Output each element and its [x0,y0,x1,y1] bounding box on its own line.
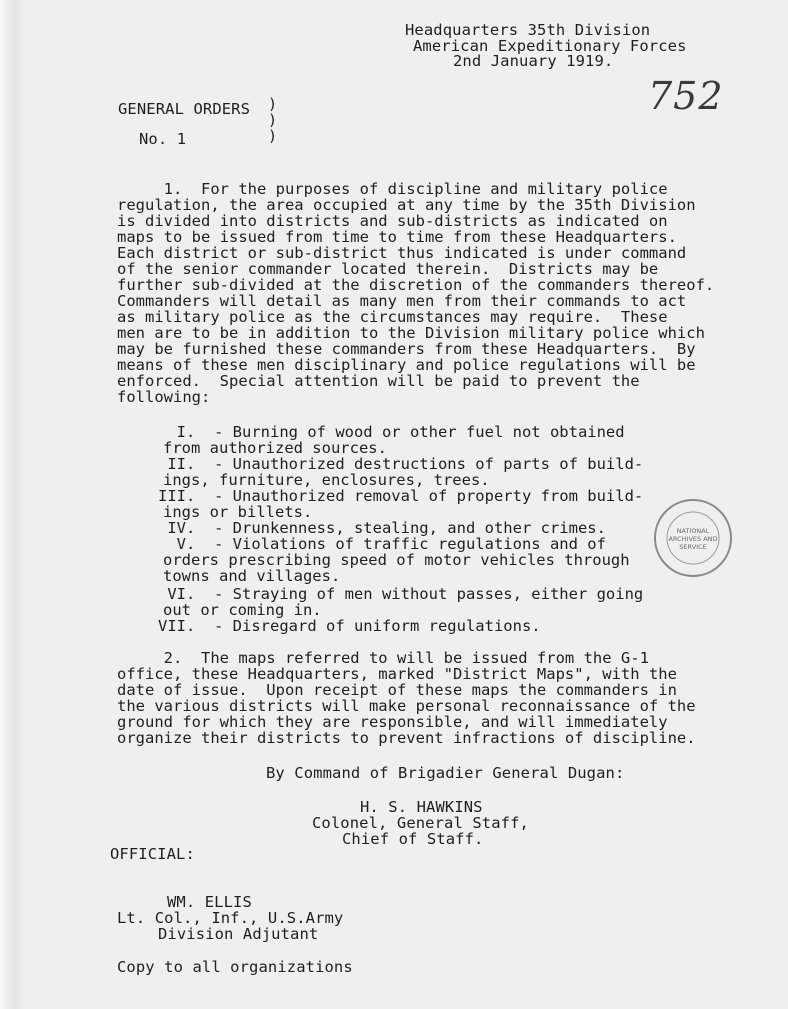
list-item-numeral: V. [158,535,196,553]
paragraph-1-line: following: [117,388,211,406]
header-line-2: American Expeditionary Forces [413,37,687,55]
paragraph-1-line: maps to be issued from time to time from these Headquarters. [117,228,677,246]
paragraph-1-line: men are to be in addition to the Division military police which [117,324,705,342]
list-item-numeral: VI. [158,585,196,603]
orders-number: No. 1 [139,130,187,148]
paragraph-1-line: is divided into districts and sub-districts as indicated on [117,212,668,230]
paragraph-2-line: 2. The maps referred to will be issued from the G-1 [117,649,649,667]
signatory-title-1: Colonel, General Staff, [312,814,529,832]
list-item-text: ings or billets. [163,503,313,521]
orders-brace: ) ) ) [268,95,278,145]
svg-text:ARCHIVES AND: ARCHIVES AND [668,535,718,543]
svg-text:SERVICE: SERVICE [679,543,707,551]
scan-edge-shadow [0,0,22,1009]
list-item-text: from authorized sources. [163,439,387,457]
handwritten-file-number: 752 [648,74,724,118]
distribution-line: Copy to all organizations [117,958,353,976]
signatory-name: H. S. HAWKINS [360,798,483,816]
list-item-text: - Drunkenness, stealing, and other crimes. [214,519,606,537]
archive-stamp-icon [652,497,734,579]
orders-title: GENERAL ORDERS [118,100,251,118]
paragraph-2-line: ground for which they are responsible, and will immediately [117,713,668,731]
official-label: OFFICIAL: [110,845,195,863]
adjutant-role: Division Adjutant [158,925,319,943]
command-line: By Command of Brigadier General Dugan: [266,764,625,782]
list-item-text: - Straying of men without passes, either going [214,585,644,603]
list-item-numeral: IV. [158,519,196,537]
paragraph-1-line: Each district or sub-district thus indicated is under command [117,244,687,262]
paragraph-1-line: regulation, the area occupied at any time by the 35th Division [117,196,696,214]
paragraph-1-line: may be furnished these commanders from these Headquarters. By [117,340,696,358]
svg-text:NATIONAL: NATIONAL [676,527,710,535]
list-item-text: - Violations of traffic regulations and of [214,535,606,553]
adjutant-name: WM. ELLIS [167,893,252,911]
paragraph-2-line: date of issue. Upon receipt of these maps the commanders in [117,681,677,699]
paragraph-1-line: enforced. Special attention will be paid to prevent the [117,372,640,390]
header-line-1: Headquarters 35th Division [405,21,651,39]
list-item-text: out or coming in. [163,601,322,619]
paragraph-1-line: of the senior commander located therein. Districts may be [117,260,659,278]
header-line-3: 2nd January 1919. [453,52,614,70]
list-item-numeral: II. [158,455,196,473]
list-item-text: towns and villages. [163,567,341,585]
adjutant-rank: Lt. Col., Inf., U.S.Army [117,909,344,927]
paragraph-2-line: office, these Headquarters, marked "District Maps", with the [117,665,677,683]
paragraph-2-line: organize their districts to prevent infractions of discipline. [117,729,696,747]
paragraph-1-line: further sub-divided at the discretion of the commanders thereof. [117,276,715,294]
paragraph-2-line: the various districts will make personal reconnaissance of the [117,697,696,715]
list-item-text: - Disregard of uniform regulations. [214,617,541,635]
paragraph-1-line: means of these men disciplinary and police regulations will be [117,356,696,374]
list-item-text: orders prescribing speed of motor vehicles through [163,551,630,569]
paragraph-1-line: 1. For the purposes of discipline and military police [117,180,668,198]
signatory-title-2: Chief of Staff. [342,830,484,848]
list-item-numeral: VII. [158,617,196,635]
paragraph-1-line: Commanders will detail as many men from their commands to act [117,292,687,310]
paragraph-1-line: as military police as the circumstances may require. These [117,308,668,326]
list-item-numeral: III. [158,487,196,505]
list-item-text: - Unauthorized removal of property from build- [214,487,644,505]
list-item-text: - Burning of wood or other fuel not obtained [214,423,625,441]
list-item-text: - Unauthorized destructions of parts of build- [214,455,644,473]
list-item-numeral: I. [158,423,196,441]
list-item-text: ings, furniture, enclosures, trees. [163,471,490,489]
